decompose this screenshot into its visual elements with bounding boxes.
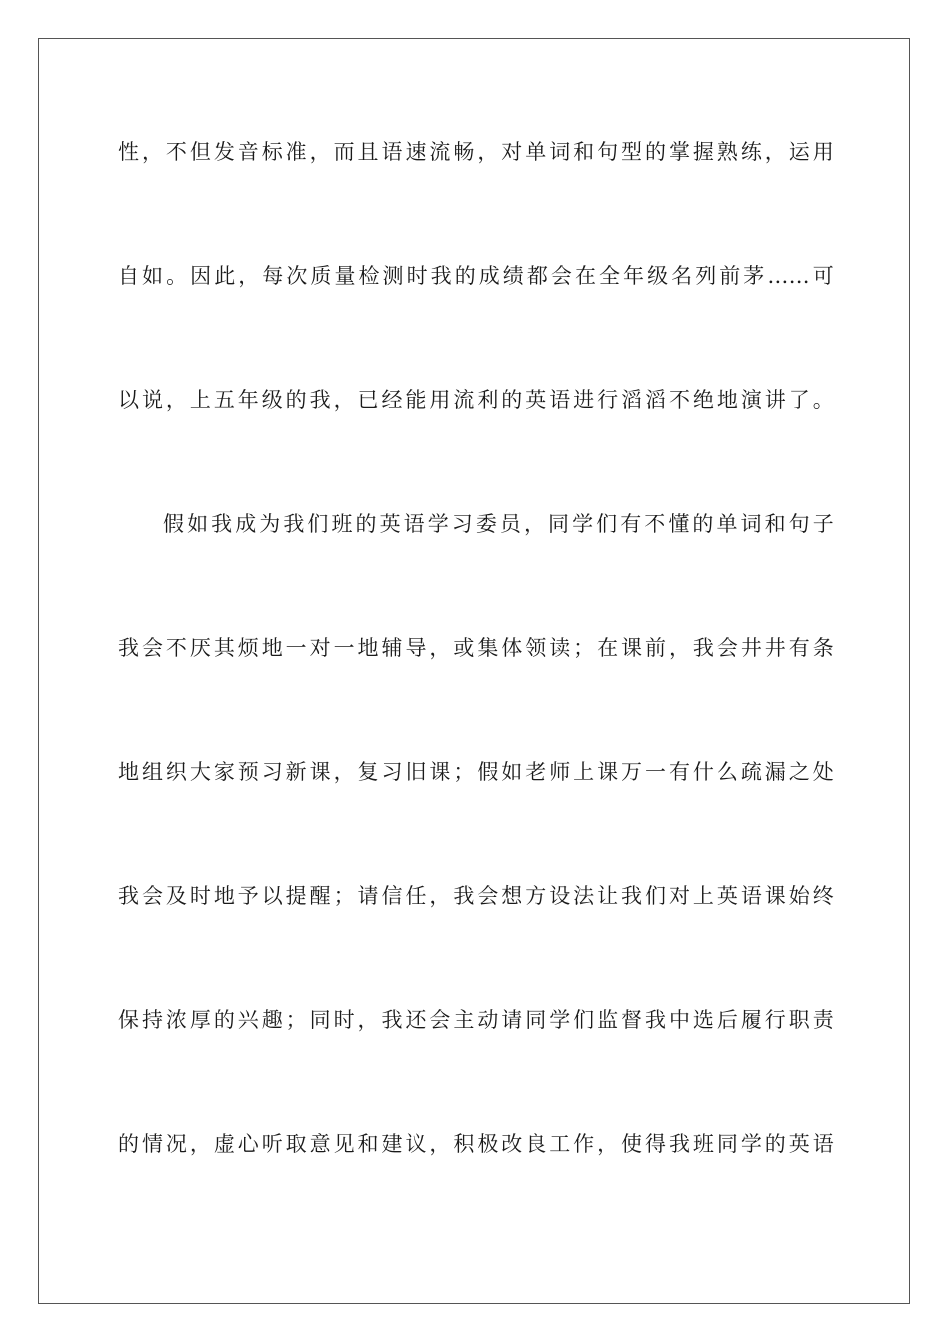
text-line: 假如我成为我们班的英语学习委员，同学们有不懂的单词和句子 [163,512,834,536]
text-line: 我会及时地予以提醒；请信任，我会想方设法让我们对上英语课始终 [118,884,834,908]
text-line: 保持浓厚的兴趣；同时，我还会主动请同学们监督我中选后履行职责 [118,1008,834,1032]
text-line: 性，不但发音标准，而且语速流畅，对单词和句型的掌握熟练，运用 [118,140,834,164]
page-border [38,38,910,1304]
text-line: 自如。因此，每次质量检测时我的成绩都会在全年级名列前茅……可 [118,264,834,288]
text-line: 地组织大家预习新课，复习旧课；假如老师上课万一有什么疏漏之处 [118,760,834,784]
text-line: 以说，上五年级的我，已经能用流利的英语进行滔滔不绝地演讲了。 [118,388,834,412]
text-line: 的情况，虚心听取意见和建议，积极改良工作，使得我班同学的英语 [118,1132,834,1156]
text-line: 我会不厌其烦地一对一地辅导，或集体领读；在课前，我会井井有条 [118,636,834,660]
